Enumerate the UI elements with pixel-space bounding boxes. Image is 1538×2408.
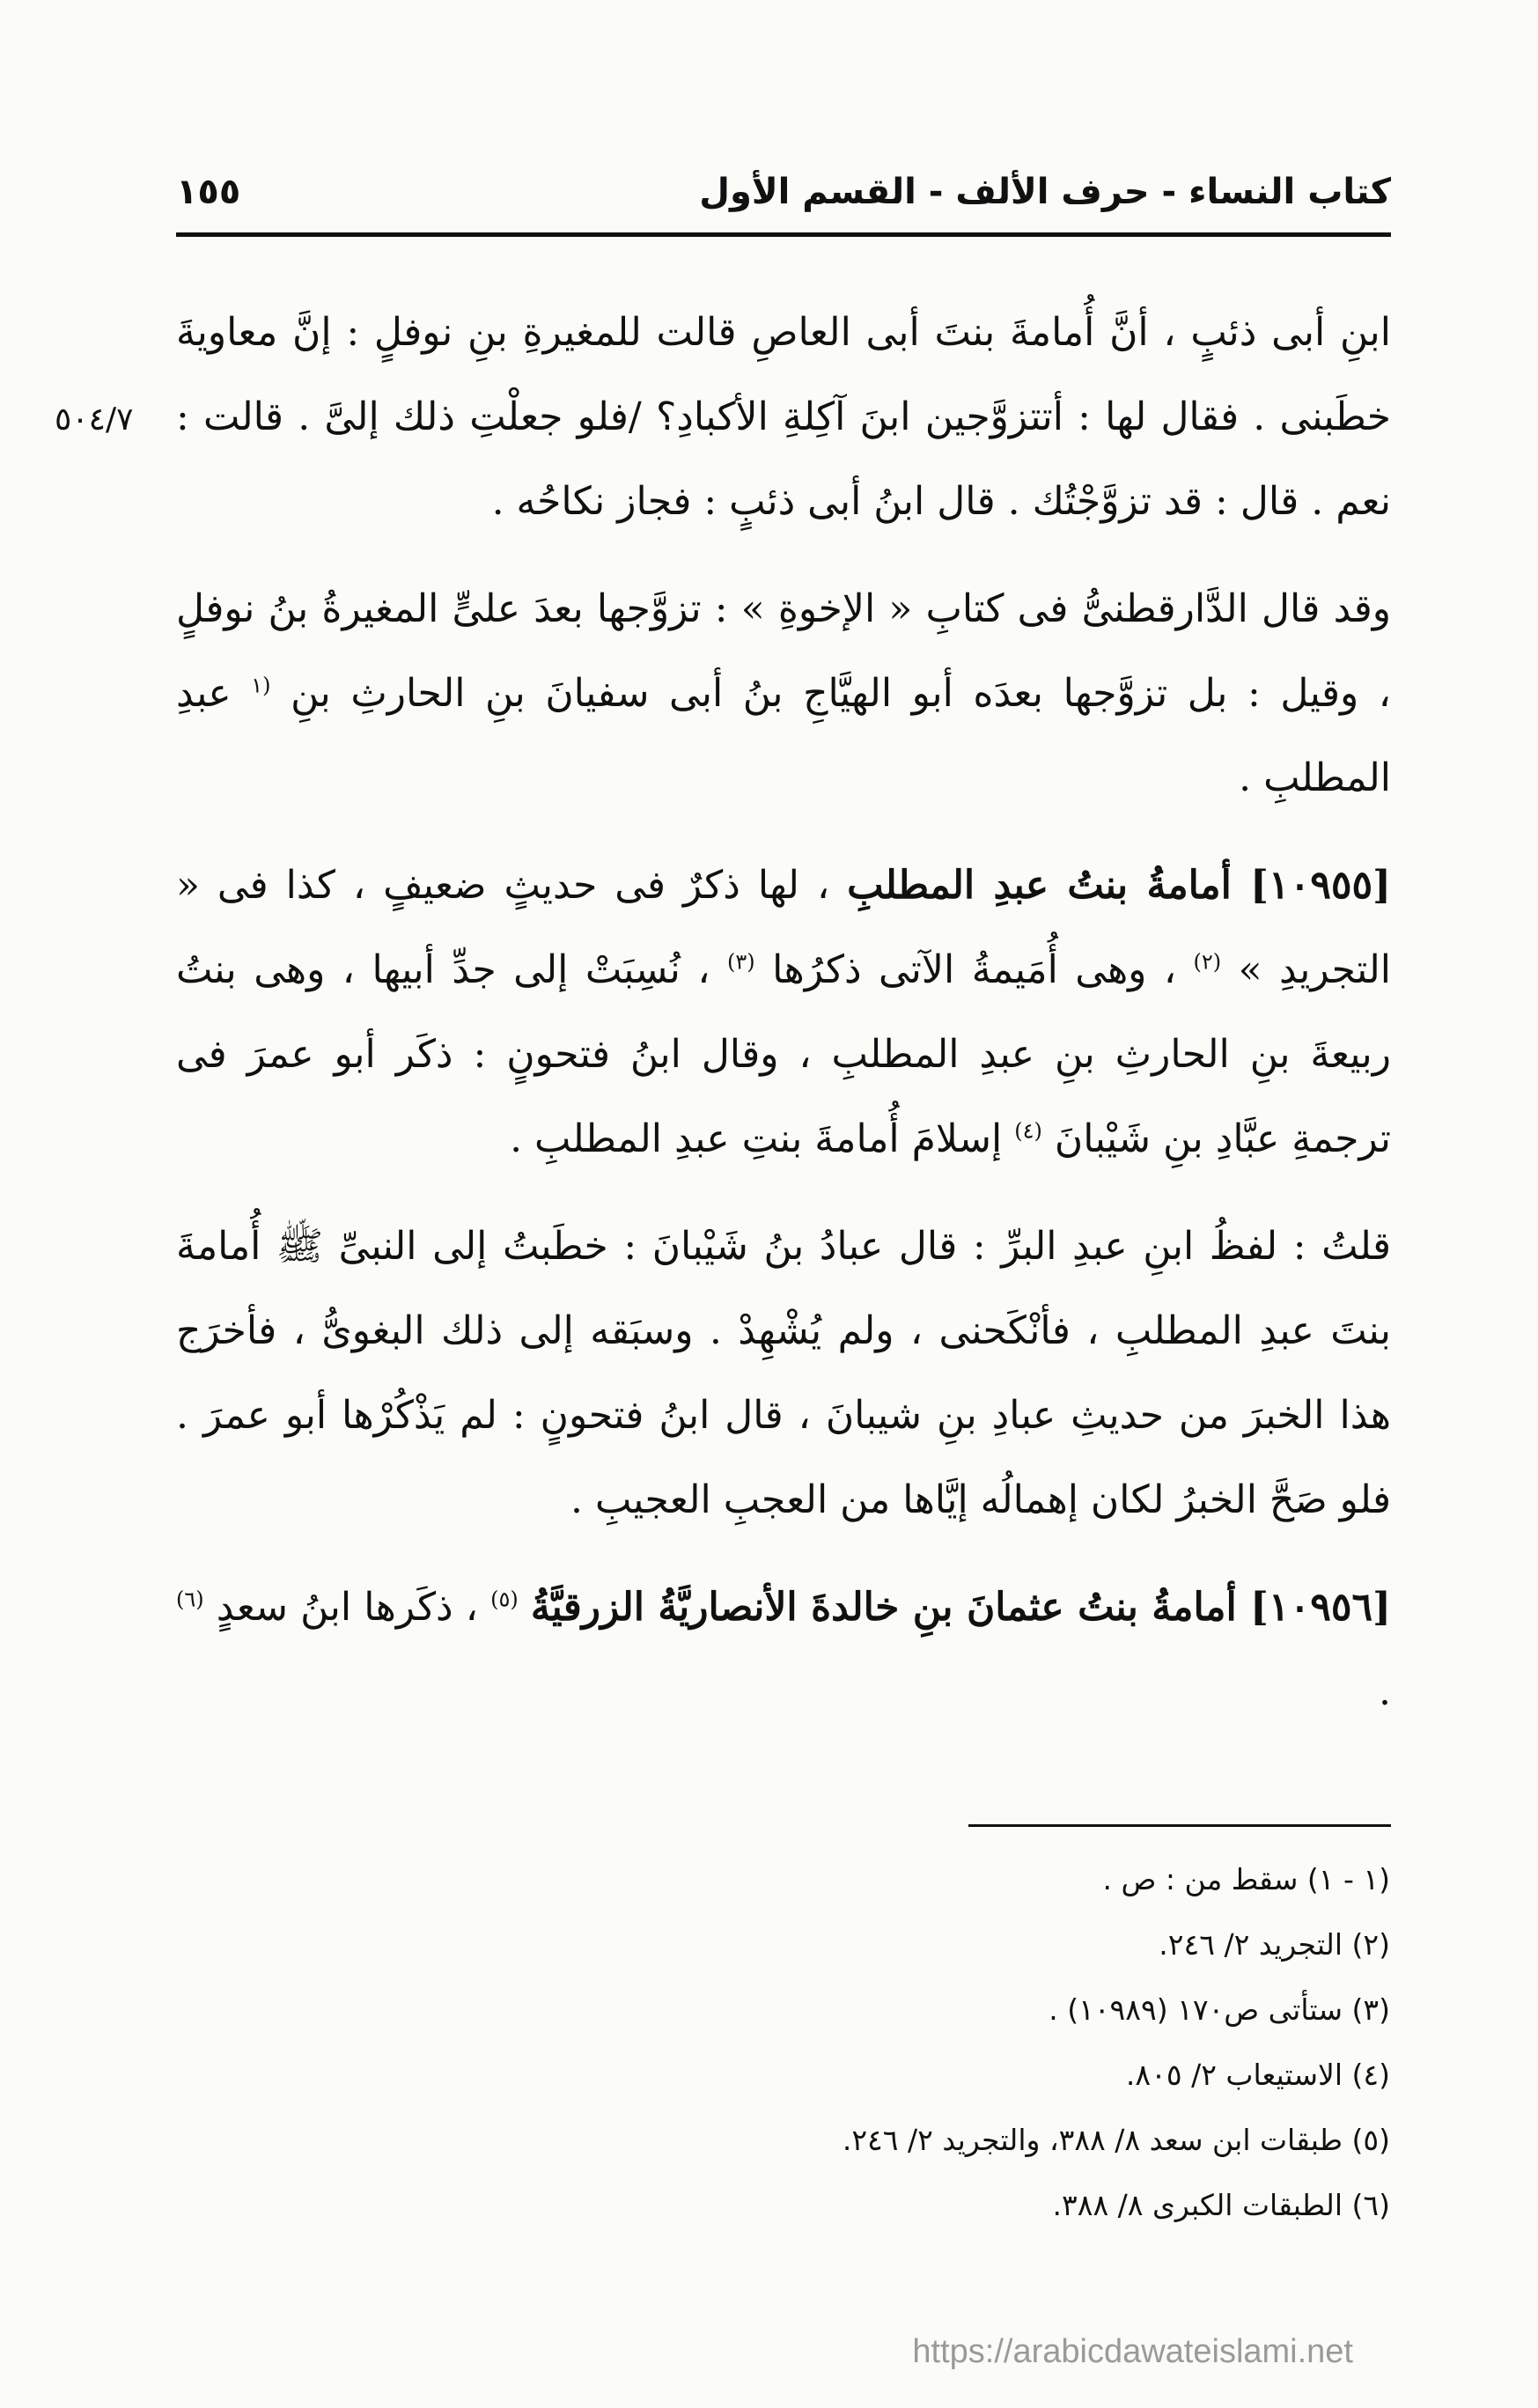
- footnote-ref: (١: [251, 673, 271, 698]
- paragraph-2: [176, 567, 1391, 821]
- footnotes: [158, 1847, 1390, 2238]
- paragraph-text: وقد قال الدَّارقطنىُّ فى كتابِ « الإخوةِ » : تزوَّجها بعدَ علىٍّ المغيرةُ بنُ نوفلٍ ، وقيل : بل تزوَّجها بعدَه أبو الهيَّاجِ بنُ أبى سفيانَ بنِ الحارثِ بنِ: [176, 586, 1391, 716]
- footnote-6: (٦) الطبقات الكبرى ٨/ ٣٨٨.: [1052, 2188, 1390, 2222]
- paragraph-text: ابنِ أبى ذئبٍ ، أنَّ أُمامةَ بنتَ أبى العاصِ قالت للمغيرةِ بنِ نوفلٍ : إنَّ معاويةَ خطَبنى . فقال لها : أتتزوَّجين ابنَ آكِلةِ الأكبادِ؟ /فلو جعلْتِ ذلك إلىَّ . قالت : نعم . قال : قد تزوَّجْتُك . قال ابنُ أبى ذئبٍ : فجاز نكاحُه .: [176, 310, 1391, 524]
- page-header: [176, 157, 1391, 227]
- footnote-3: (٣) ستأتى ص١٧٠ (١٠٩٨٩) .: [1049, 1992, 1390, 2027]
- page-number: ١٥٥: [176, 172, 241, 212]
- entry-heading: [١٠٩٥٥] أمامةُ بنتُ عبدِ المطلبِ: [847, 863, 1391, 908]
- paragraph-text: قلتُ : لفظُ ابنِ عبدِ البرِّ : قال عبادُ بنُ شَيْبانَ : خطَبتُ إلى النبىِّ ﷺ أُمامةَ بنتَ عبدِ المطلبِ ، فأنْكَحنى ، ولم يُشْهِدْ . وسبَقه إلى ذلك البغوىُّ ، فأخرَج هذا الخبرَ من حديثِ عبادِ بنِ شيبانَ ، قال ابنُ فتحونٍ : لم يَذْكُرْها أبو عمرَ . فلو صَحَّ الخبرُ لكان إهمالُه إيَّاها من العجبِ العجيبِ .: [176, 1224, 1391, 1522]
- paragraph-text: ، لها ذكرٌ فى حديثٍ ضعيفٍ ، كذا فى « التجريدِ »: [176, 863, 1391, 992]
- entry-10956: [176, 1565, 1391, 1734]
- footnote-5: (٥) طبقات ابن سعد ٨/ ٣٨٨، والتجريد ٢/ ٢٤٦.: [842, 2123, 1390, 2157]
- entry-10955: [176, 843, 1391, 1182]
- margin-reference: ٥٠٤/٧: [55, 401, 134, 438]
- footnote-ref: (٣): [727, 949, 755, 975]
- footnote-1: (١ - ١) سقط من : ص .: [1102, 1862, 1390, 1896]
- footnote-ref: (٥): [490, 1587, 519, 1612]
- paragraph-text: إسلامَ أُمامةَ بنتِ عبدِ المطلبِ .: [510, 1116, 1003, 1161]
- footnote-4: (٤) الاستيعاب ٢/ ٨٠٥.: [1125, 2058, 1390, 2092]
- watermark-url: https://arabicdawateislami.net: [912, 2333, 1353, 2370]
- footnote-ref: (٤): [1014, 1118, 1042, 1144]
- paragraph-text: ، وهى أُمَيمةُ الآتى ذكرُها: [772, 947, 1177, 992]
- footnote-2: (٢) التجريد ٢/ ٢٤٦.: [1159, 1927, 1390, 1962]
- paragraph-text: .: [1379, 1669, 1391, 1714]
- paragraph-text: ، ذكَرها ابنُ سعدٍ: [216, 1585, 478, 1630]
- footnote-ref: (٦): [176, 1587, 204, 1612]
- paragraph-4: [176, 1204, 1391, 1543]
- paragraph-text: عبدِ المطلبِ .: [176, 671, 1391, 800]
- header-rule: [176, 232, 1391, 237]
- paragraph-text: ، نُسِبَتْ إلى جدِّ أبيها ، وهى بنتُ ربيعةَ بنِ الحارثِ بنِ عبدِ المطلبِ ، وقال ابنُ فتحونٍ : ذكَر أبو عمرَ فى ترجمةِ عبَّادِ بنِ شَيْبانَ: [176, 947, 1391, 1161]
- entry-heading: [١٠٩٥٦] أمامةُ بنتُ عثمانَ بنِ خالدةَ الأنصاريَّةُ الزرقيَّةُ: [530, 1585, 1391, 1630]
- main-text: [176, 291, 1391, 1734]
- paragraph-1: [176, 291, 1391, 544]
- running-title: كتاب النساء - حرف الألف - القسم الأول: [699, 172, 1391, 212]
- footnote-rule: [968, 1824, 1391, 1827]
- footnote-ref: (٢): [1193, 949, 1222, 975]
